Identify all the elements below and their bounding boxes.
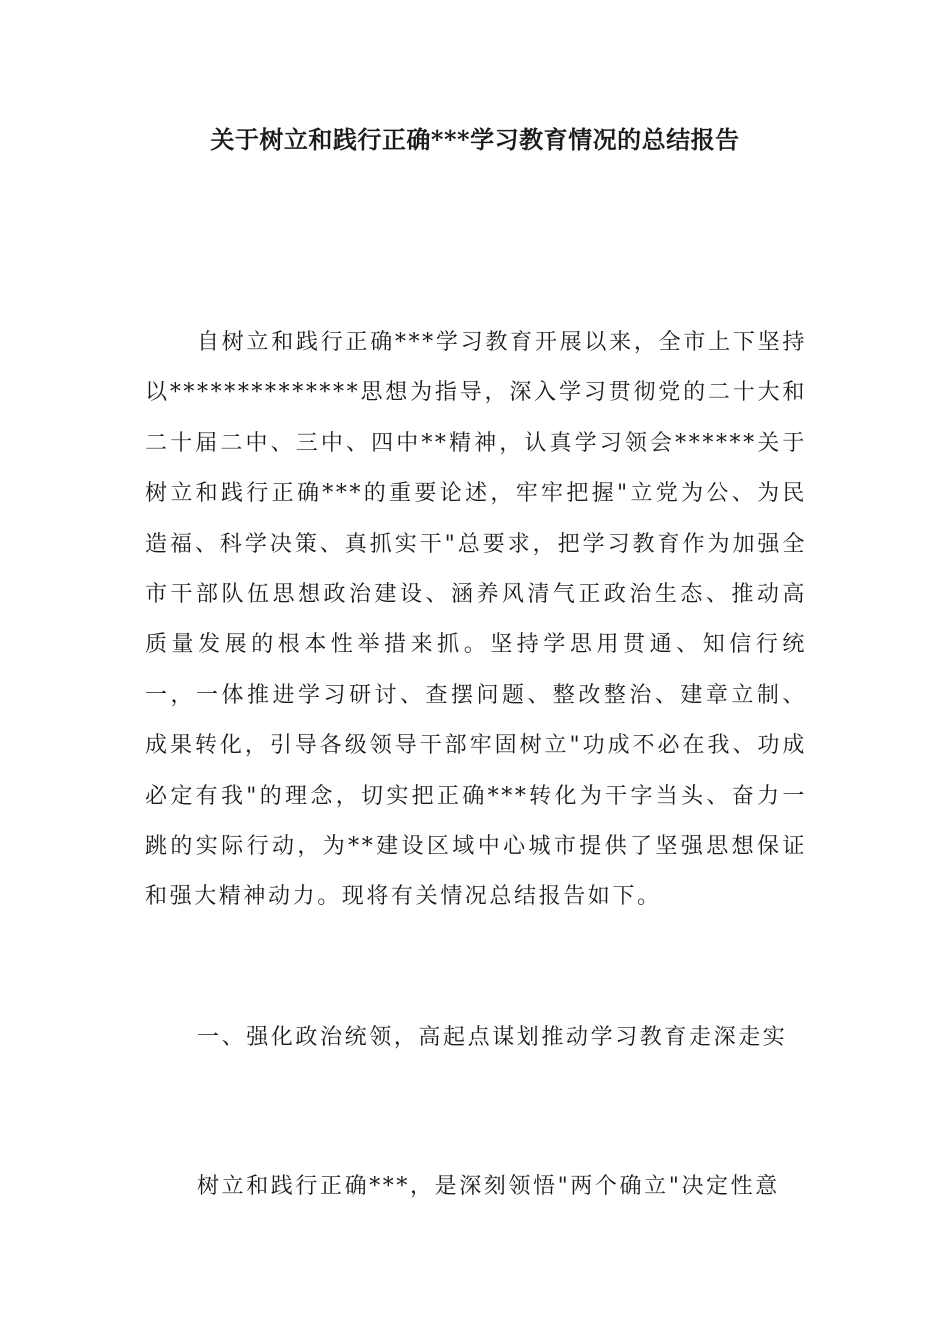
section-1-body-paragraph: 树立和践行正确***，是深刻领悟"两个确立"决定性意 [197,1174,780,1199]
document-title: 关于树立和践行正确***学习教育情况的总结报告 [210,125,740,154]
intro-paragraph: 自树立和践行正确***学习教育开展以来，全市上下坚持以**************思想为指导，深入学习贯彻党的二十大和二十届二中、三中、四中**精神，认真学习领会******关于树立和践行正确***的重要论述，牢牢把握"立党为公、为民造福、科学决策、真抓实干"总要求，把学习教育作为加强全市干部队伍思想政治建设、涵养风清气正政治生态、推动高质量发展的根本性举措来抓。坚持学思用贯通、知信行统一，一体推进学习研讨、查摆问题、整改整治、建章立制、成果转化，引导各级领导干部牢固树立"功成不必在我、功成必定有我"的理念，切实把正确***转化为干字当头、奋力一跳的实际行动，为**建设区域中心城市提供了坚强思想保证和强大精神动力。现将有关情况总结报告如下。 [145,330,807,910]
section-1-heading: 一、强化政治统领，高起点谋划推动学习教育走深走实 [197,1025,788,1050]
